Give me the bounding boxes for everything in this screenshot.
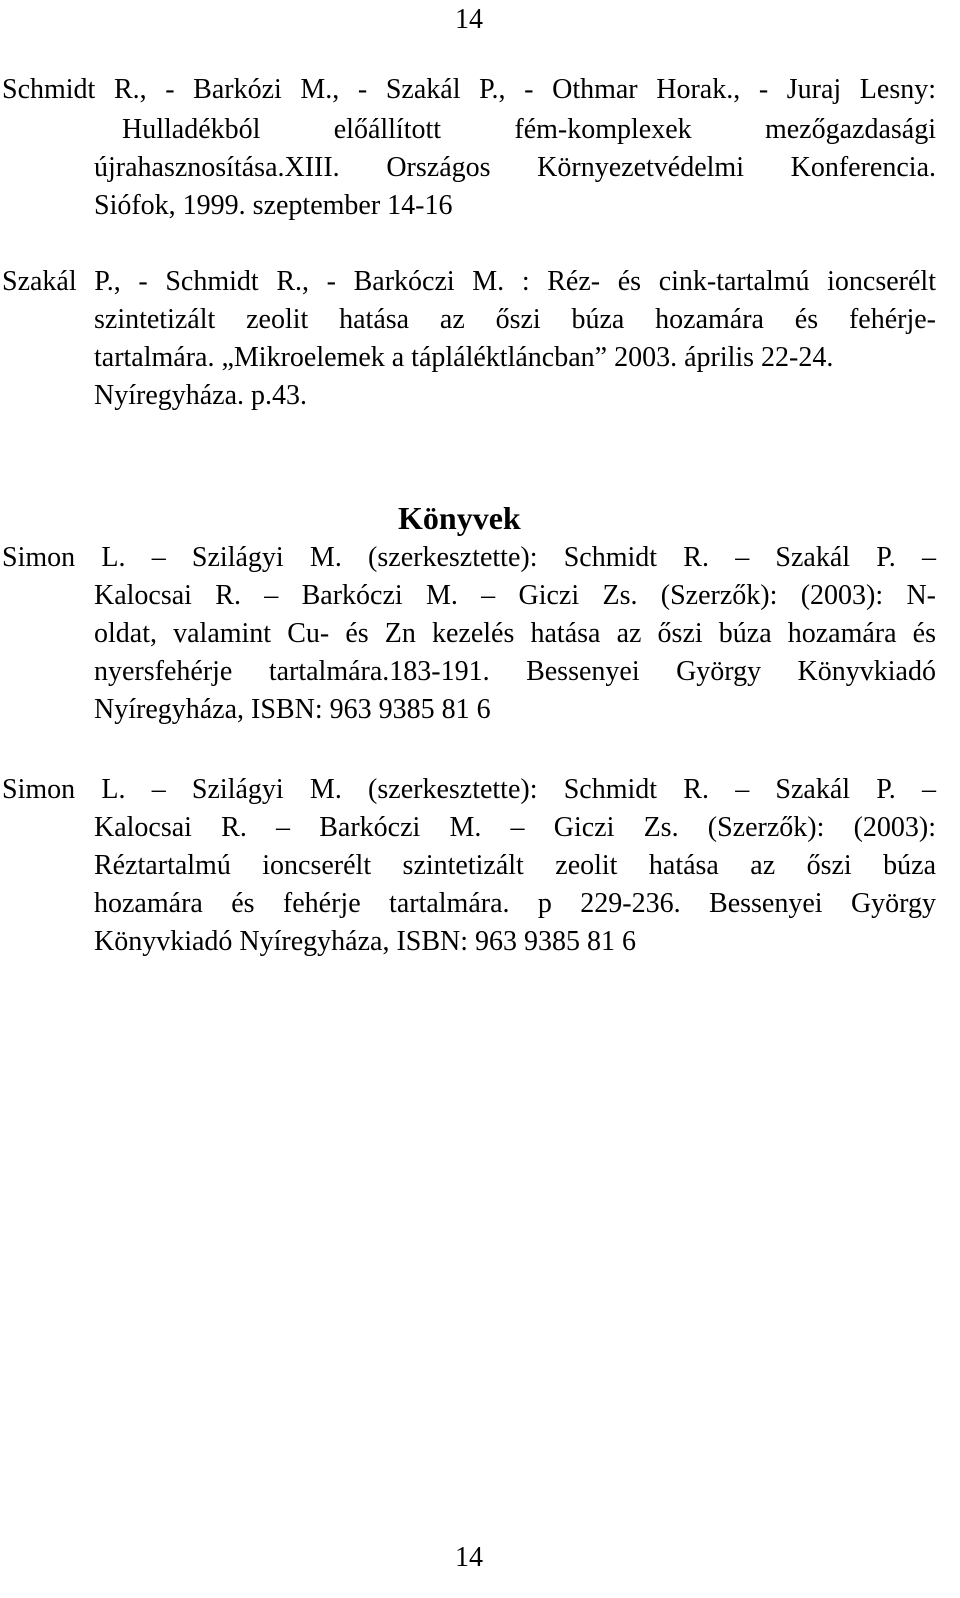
reference-line: Siófok, 1999. szeptember 14-16 <box>94 190 453 221</box>
book-line: Kalocsai R. – Barkóczi M. – Giczi Zs. (Szerzők): (2003): N- <box>94 580 936 611</box>
book-line: Simon L. – Szilágyi M. (szerkesztette): Schmidt R. – Szakál P. – <box>2 542 936 573</box>
book-line: hozamára és fehérje tartalmára. p 229-236. Bessenyei György <box>94 888 936 919</box>
reference-line: szintetizált zeolit hatása az őszi búza hozamára és fehérje- <box>94 304 936 335</box>
book-line: Kalocsai R. – Barkóczi M. – Giczi Zs. (Szerzők): (2003): <box>94 812 936 843</box>
reference-line: tartalmára. „Mikroelemek a tápláléktláncban” 2003. április 22-24. <box>94 342 834 373</box>
reference-line: Szakál P., - Schmidt R., - Barkóczi M. : Réz- és cink-tartalmú ioncserélt <box>2 266 936 297</box>
book-line: Simon L. – Szilágyi M. (szerkesztette): Schmidt R. – Szakál P. – <box>2 774 936 805</box>
reference-line: Nyíregyháza. p.43. <box>94 380 308 411</box>
section-heading: Könyvek <box>398 500 521 536</box>
book-line: Réztartalmú ioncserélt szintetizált zeolit hatása az őszi búza <box>94 850 936 881</box>
page-number-bottom: 14 <box>455 1542 483 1573</box>
page-number-top: 14 <box>455 4 483 35</box>
book-line: Nyíregyháza, ISBN: 963 9385 81 6 <box>94 694 491 725</box>
book-line: nyersfehérje tartalmára.183-191. Bessenyei György Könyvkiadó <box>94 656 936 687</box>
book-line: Könyvkiadó Nyíregyháza, ISBN: 963 9385 81 6 <box>94 926 637 957</box>
reference-line: újrahasznosítása.XIII. Országos Környezetvédelmi Konferencia. <box>94 152 936 183</box>
reference-line: Hulladékból előállított fém-komplexek mezőgazdasági <box>122 114 936 145</box>
book-line: oldat, valamint Cu- és Zn kezelés hatása az őszi búza hozamára és <box>94 618 936 649</box>
reference-line: Schmidt R., - Barkózi M., - Szakál P., - Othmar Horak., - Juraj Lesny: <box>2 74 936 105</box>
